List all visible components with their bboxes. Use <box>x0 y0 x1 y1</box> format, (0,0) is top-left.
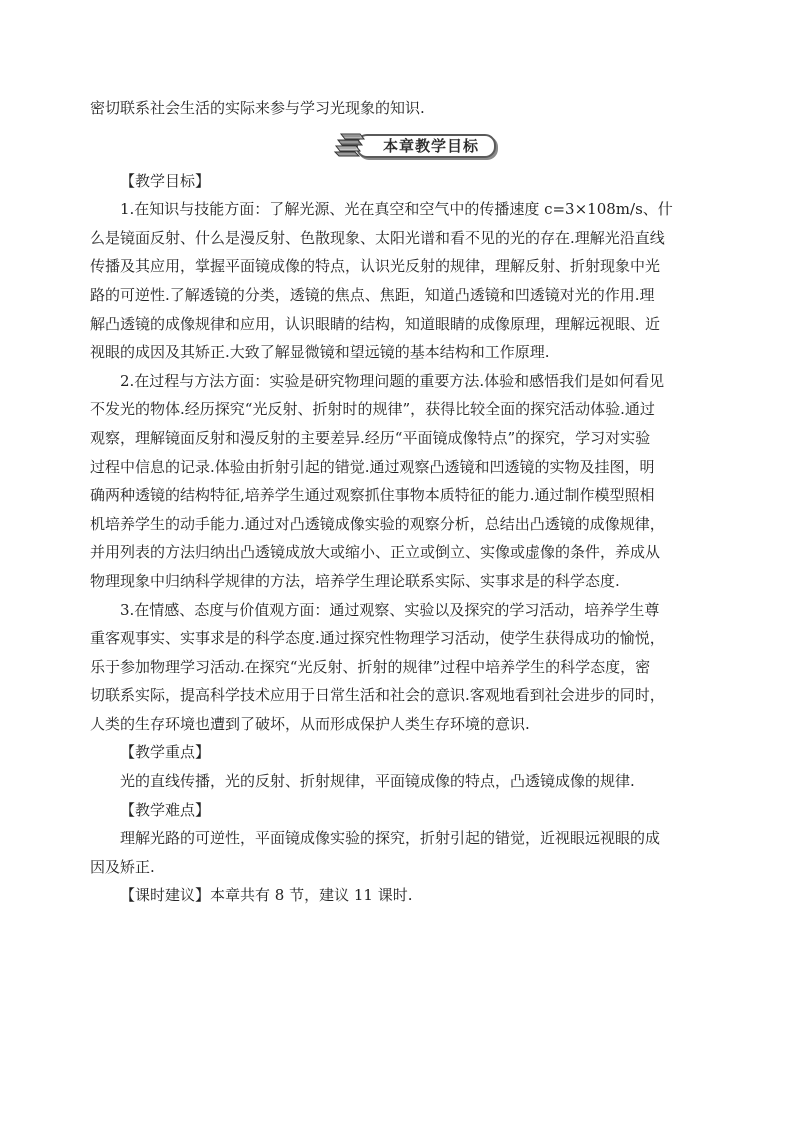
paragraph-line: 么是镜面反射、什么是漫反射、色散现象、太阳光谱和看不见的光的存在.理解光沿直线 <box>90 228 665 247</box>
banner-graphic <box>332 130 496 160</box>
intro-tail-line: 密切联系社会生活的实际来参与学习光现象的知识. <box>90 99 425 117</box>
paragraph-line: 视眼的成因及其矫正.大致了解显微镜和望远镜的基本结构和工作原理. <box>90 343 550 362</box>
paragraph-line: 物理现象中归纳科学规律的方法，培养学生理论联系实际、实事求是的科学态度. <box>90 571 620 590</box>
paragraph-line: 乐于参加物理学习活动.在探究“光反射、折射的规律”过程中培养学生的科学态度，密 <box>90 657 651 676</box>
paragraph-line: 机培养学生的动手能力.通过对凸透镜成像实验的观察分析，总结出凸透镜的成像规律， <box>90 514 665 533</box>
paragraph-line: 解凸透镜的成像规律和应用，认识眼睛的结构，知道眼睛的成像原理，理解远视眼、近 <box>90 314 661 333</box>
objectives-paragraph-3 <box>90 596 702 739</box>
paragraph-line: 并用列表的方法归纳出凸透镜成放大或缩小、正立或倒立、实像或虚像的条件，养成从 <box>90 543 661 562</box>
paragraph-line: 3.在情感、态度与价值观方面：通过观察、实验以及探究的学习活动，培养学生尊 <box>120 600 660 619</box>
objectives-heading: 【教学目标】 <box>120 171 211 190</box>
paragraph-line: 过程中信息的记录.体验由折射引起的错觉.通过观察凸透镜和凹透镜的实物及挂图，明 <box>90 457 655 476</box>
book-stack-icon <box>332 130 372 160</box>
schedule-line <box>90 881 702 910</box>
paragraph-line: 2.在过程与方法方面：实验是研究物理问题的重要方法.体验和感悟我们是如何看见 <box>120 371 665 390</box>
paragraph-line: 人类的生存环境也遭到了破坏，从而形成保护人类生存环境的意识. <box>90 714 530 733</box>
objectives-paragraph-2 <box>90 367 702 596</box>
key-points-heading: 【教学重点】 <box>120 743 211 762</box>
document-page <box>90 94 702 910</box>
key-points-text: 光的直线传播，光的反射、折射规律，平面镜成像的特点，凸透镜成像的规律. <box>120 772 635 791</box>
schedule-heading: 【课时建议】 <box>120 886 211 905</box>
difficulties-heading: 【教学难点】 <box>120 800 211 819</box>
paragraph-line: 观察，理解镜面反射和漫反射的主要差异.经历“平面镜成像特点”的探究，学习对实验 <box>90 428 651 447</box>
difficulties-line: 因及矫正. <box>90 857 155 876</box>
paragraph-line: 确两种透镜的结构特征,培养学生通过观察抓住事物本质特征的能力.通过制作模型照相 <box>90 486 655 505</box>
paragraph-line: 传播及其应用，掌握平面镜成像的特点，认识光反射的规律，理解反射、折射现象中光 <box>90 257 661 276</box>
paragraph-line: 路的可逆性.了解透镜的分类，透镜的焦点、焦距，知道凸透镜和凹透镜对光的作用.理 <box>90 285 655 304</box>
objectives-paragraph-1 <box>90 195 702 367</box>
paragraph-line: 不发光的物体.经历探究“光反射、折射时的规律”，获得比较全面的探究活动体验.通过 <box>90 400 655 419</box>
paragraph-line: 切联系实际，提高科学技术应用于日常生活和社会的意识.客观地看到社会进步的同时， <box>90 686 665 705</box>
banner-title: 本章教学目标 <box>382 136 479 155</box>
paragraph-line: 重客观事实、实事求是的科学态度.通过探究性物理学习活动，使学生获得成功的愉悦， <box>90 629 665 648</box>
schedule-text: 本章共有 8 节，建议 11 课时. <box>210 886 413 905</box>
paragraph-line: 1.在知识与技能方面：了解光源、光在真空和空气中的传播速度 c=3×108m/s、什 <box>120 200 673 219</box>
section-banner <box>90 123 702 167</box>
difficulties-line: 理解光路的可逆性，平面镜成像实验的探究，折射引起的错觉，近视眼远视眼的成 <box>120 829 661 848</box>
